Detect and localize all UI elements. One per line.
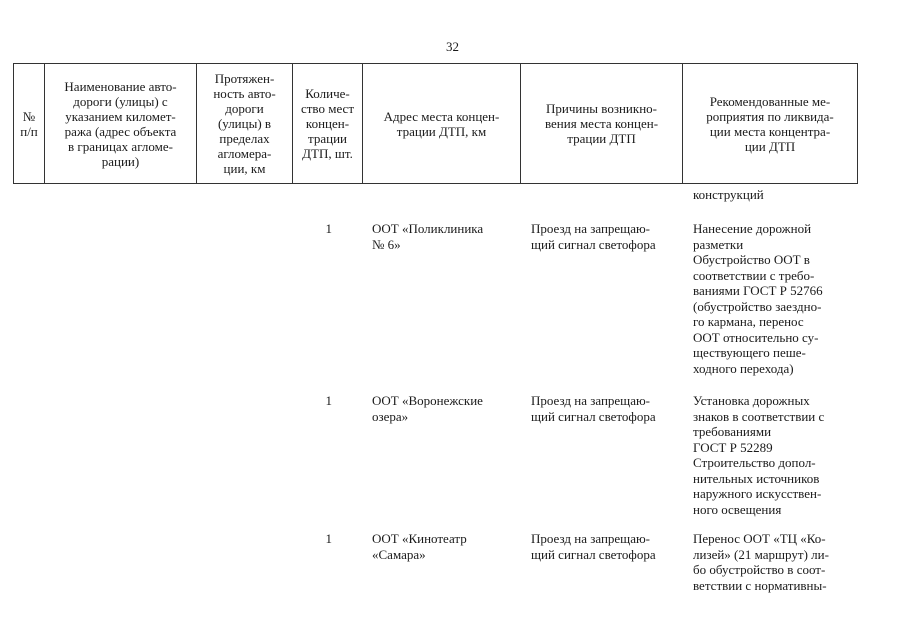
text-line: наружного искусствен- (693, 486, 822, 501)
row-2-count: 1 (325, 393, 332, 408)
text-line: Протяжен- (214, 71, 275, 86)
text-line: ство мест (300, 101, 355, 116)
header-road-length (197, 64, 293, 184)
header-accident-count (293, 64, 363, 184)
text-line: ции, км (223, 161, 266, 176)
text-line: № 6» (372, 236, 401, 252)
text-line: озера» (372, 408, 409, 424)
text-line: ООТ «Поликлиника (372, 221, 484, 236)
row-1-count: 1 (325, 221, 332, 236)
text-line: концен- (305, 116, 350, 131)
row-1-cause (531, 221, 656, 252)
text-line: Перенос ООТ «ТЦ «Ко- (693, 531, 826, 546)
text-line: требованиями (693, 424, 772, 439)
text-line: бо обустройство в соот- (693, 562, 826, 577)
text-line: ваниями ГОСТ Р 52766 (693, 283, 823, 298)
text-line: Адрес места концен- (383, 108, 500, 124)
header-address (363, 64, 521, 184)
text-line: «Самара» (372, 546, 426, 562)
text-line: в границах агломе- (68, 138, 173, 154)
text-line: Проезд на запрещаю- (531, 393, 650, 408)
text-line: го кармана, перенос (693, 314, 804, 329)
row-2-cause (531, 393, 656, 424)
text-line: пределах (219, 131, 270, 146)
text-line: ции ДТП (744, 138, 796, 154)
text-line: ООТ «Кинотеатр (372, 531, 467, 546)
text-line: вения места концен- (544, 116, 659, 131)
text-line: Проезд на запрещаю- (531, 531, 650, 546)
text-line: Проезд на запрещаю- (531, 221, 650, 236)
text-line: щий сигнал светофора (531, 546, 656, 562)
table-body (0, 186, 905, 640)
text-line: рации) (101, 153, 140, 169)
text-line: ходного перехода) (693, 360, 794, 376)
text-line: щий сигнал светофора (531, 236, 656, 252)
text-line: Строительство допол- (693, 455, 816, 470)
text-line: Количе- (305, 86, 350, 101)
row-2-address (372, 393, 483, 424)
continuation-text: конструкций (693, 187, 764, 202)
text-line: п/п (20, 123, 38, 139)
text-line: трации ДТП, км (396, 123, 487, 139)
text-line: дороги (улицы) с (73, 93, 168, 109)
text-line: агломера- (217, 146, 272, 161)
text-line: (обустройство заездно- (693, 298, 822, 314)
text-line: № (22, 108, 36, 124)
text-line: Рекомендованные ме- (709, 93, 831, 109)
text-line: Нанесение дорожной (693, 221, 812, 236)
header-row (14, 64, 858, 184)
text-line: знаков в соответствии с (693, 408, 825, 424)
row-1-address (372, 221, 483, 252)
header-causes (521, 64, 683, 184)
header-road-name (45, 64, 197, 184)
text-line: ООТ «Воронежские (372, 393, 483, 408)
text-line: Обустройство ООТ в (693, 252, 810, 267)
text-line: ществующего пеше- (693, 345, 806, 360)
row-3-address (372, 531, 467, 562)
text-line: трации (308, 131, 347, 146)
text-line: (улицы) в (217, 116, 272, 131)
text-line: Наименование авто- (64, 78, 177, 94)
header-table (13, 63, 858, 184)
text-line: роприятия по ликвида- (706, 108, 834, 124)
row-3-measures (693, 531, 829, 593)
text-line: нительных источников (693, 470, 820, 486)
text-line: лизей» (21 маршрут) ли- (693, 546, 829, 562)
header-number (14, 64, 45, 184)
text-line: ООТ относительно су- (693, 329, 819, 345)
row-1-measures (693, 221, 823, 376)
text-line: ража (адрес объекта (64, 123, 177, 139)
text-line: ГОСТ Р 52289 (693, 439, 773, 455)
row-2-measures (693, 393, 824, 517)
text-line: соответствии с требо- (693, 267, 815, 283)
text-line: дороги (225, 101, 264, 116)
text-line: ДТП, шт. (302, 146, 353, 161)
page-number: 32 (446, 39, 459, 54)
text-line: разметки (693, 236, 744, 252)
header-measures (683, 64, 858, 184)
text-line: Установка дорожных (693, 393, 810, 408)
text-line: ного освещения (693, 501, 782, 517)
text-line: указанием километ- (65, 108, 176, 124)
row-3-count: 1 (325, 531, 332, 546)
text-line: щий сигнал светофора (531, 408, 656, 424)
text-line: трации ДТП (567, 131, 636, 146)
text-line: Причины возникно- (546, 101, 657, 116)
text-line: ции места концентра- (709, 123, 831, 139)
text-line: ность авто- (213, 86, 276, 101)
text-line: ветствии с нормативны- (693, 577, 827, 593)
row-3-cause (531, 531, 656, 562)
